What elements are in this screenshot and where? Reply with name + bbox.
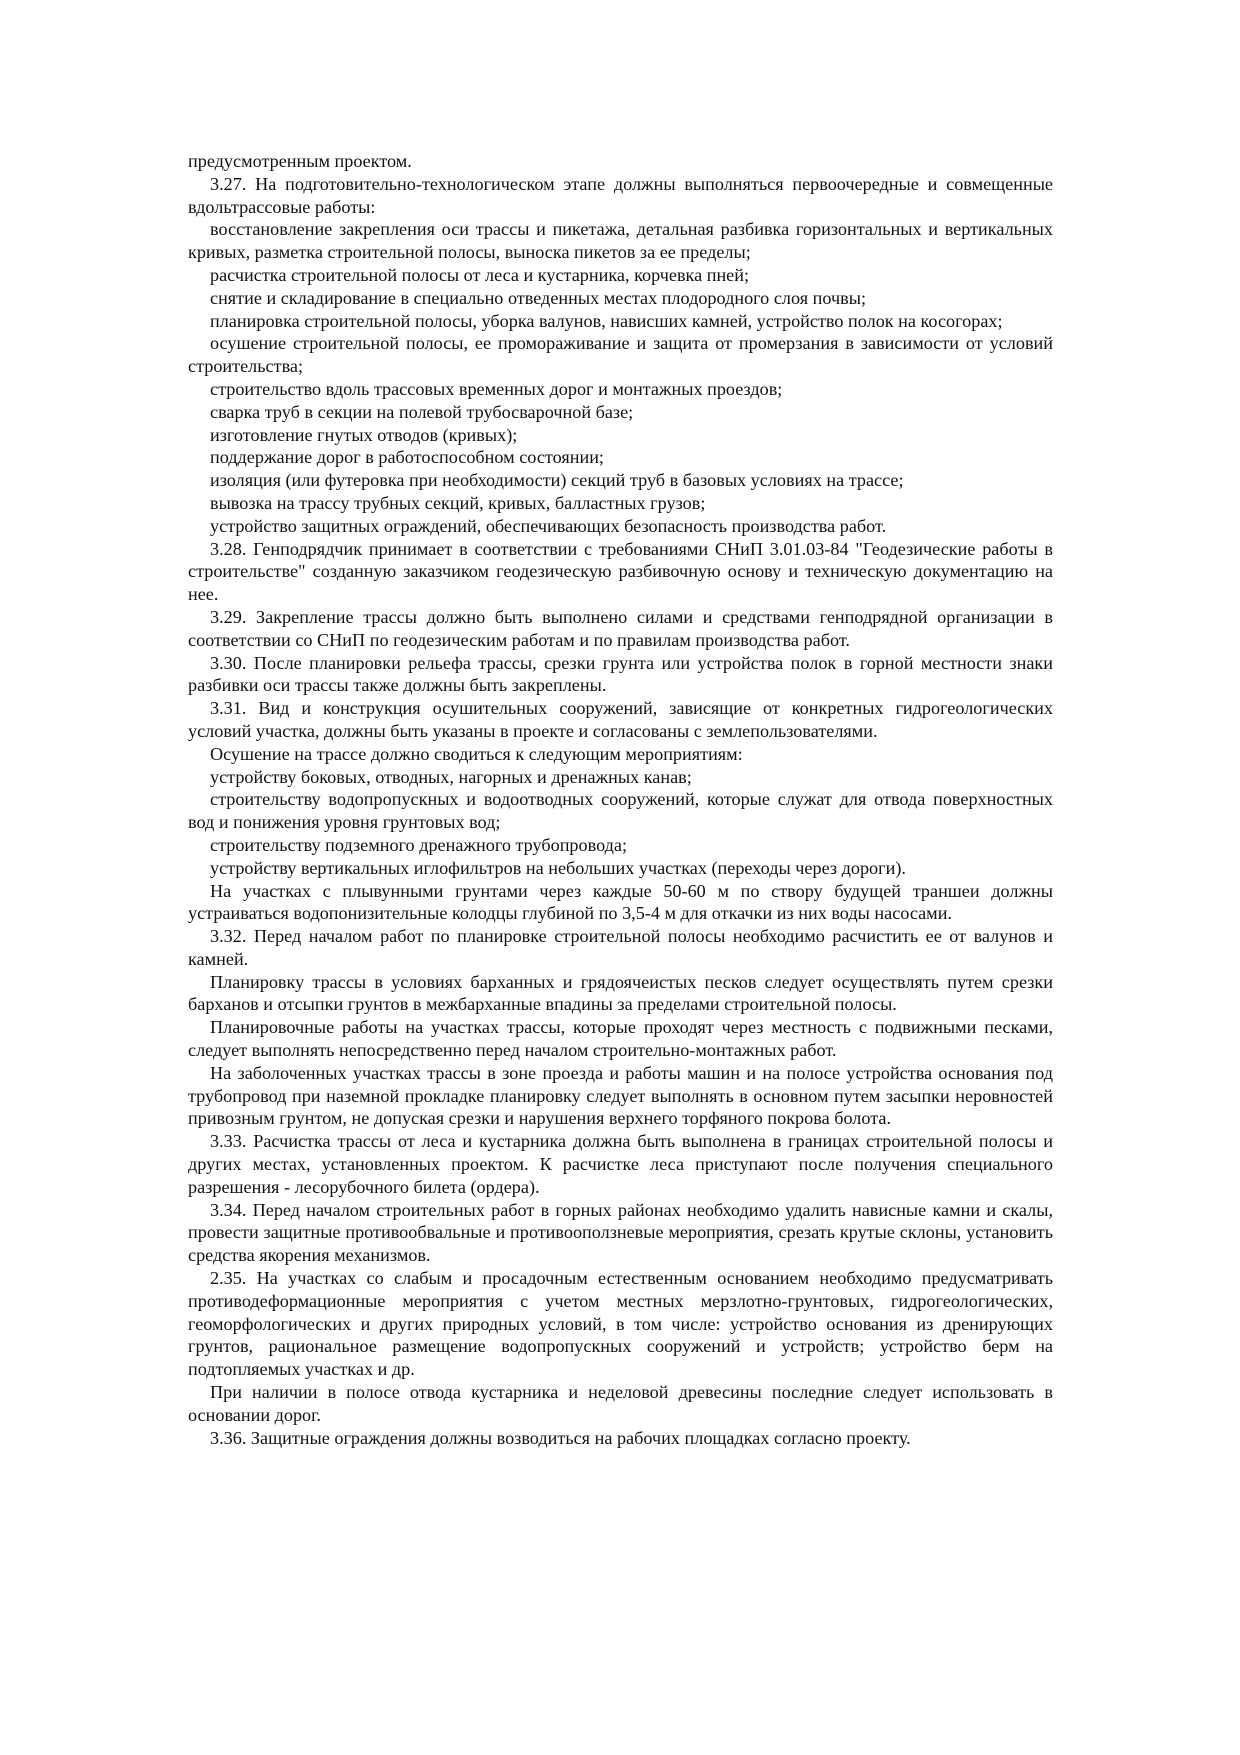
document-paragraph: вывозка на трассу трубных секций, кривых, балластных грузов; bbox=[210, 492, 706, 513]
document-paragraph: устройству боковых, отводных, нагорных и дренажных канав; bbox=[210, 766, 692, 787]
document-paragraph: строительству водопропускных и водоотводных сооружений, которые служат для отвода поверхностных вод и понижения уровня грунтовых вод; bbox=[188, 789, 1053, 833]
document-paragraph: 3.36. Защитные ограждения должны возводиться на рабочих площадках согласно проекту. bbox=[210, 1427, 911, 1448]
document-paragraph: Осушение на трассе должно сводиться к следующим мероприятиям: bbox=[210, 743, 743, 764]
document-paragraph: На участках с плывунными грунтами через каждые 50-60 м по створу будущей траншеи должны устраиваться водопонизительные колодцы глубиной по 3,5-4 м для откачки из них воды насосами. bbox=[188, 880, 1053, 924]
document-paragraph: При наличии в полосе отвода кустарника и неделовой древесины последние следует использовать в основании дорог. bbox=[188, 1382, 1053, 1425]
document-paragraph: 3.27. На подготовительно-технологическом этапе должны выполняться первоочередные и совмещенные вдольтрассовые работы: bbox=[188, 173, 1053, 217]
document-paragraph: поддержание дорог в работоспособном состоянии; bbox=[210, 447, 604, 468]
document-paragraph: 3.28. Генподрядчик принимает в соответствии с требованиями СНиП 3.01.03-84 "Геодезические работы в строительстве" созданную заказчиком геодезическую разбивочную основу и техническую документацию на нее. bbox=[188, 538, 1053, 605]
document-paragraph: 2.35. На участках со слабым и просадочным естественным основанием необходимо предусматривать противодеформационные мероприятия с учетом местных мерзлотно-грунтовых, гидрогеологических, геоморфологических и других природных условий, в том числе: устройство основания из дренирующих грунтов, рациональное размещение водопропускных сооружений и устройств; устройство берм на подтопляемых участках и др. bbox=[188, 1268, 1053, 1380]
document-paragraph: изготовление гнутых отводов (кривых); bbox=[210, 424, 518, 445]
document-paragraph: расчистка строительной полосы от леса и кустарника, корчевка пней; bbox=[210, 264, 750, 285]
document-paragraph: 3.33. Расчистка трассы от леса и кустарника должна быть выполнена в границах строительной полосы и других местах, установленных проектом. К расчистке леса приступают после получения специального разрешения - лесорубочного билета (ордера). bbox=[188, 1131, 1053, 1197]
document-paragraph: строительству подземного дренажного трубопровода; bbox=[210, 834, 628, 855]
document-paragraph: снятие и складирование в специально отведенных местах плодородного слоя почвы; bbox=[210, 287, 866, 308]
document-paragraph: устройству вертикальных иглофильтров на небольших участках (переходы через дороги). bbox=[210, 857, 906, 878]
document-paragraph: осушение строительной полосы, ее промораживание и защита от промерзания в зависимости от условий строительства; bbox=[188, 333, 1053, 377]
document-paragraph: планировка строительной полосы, уборка валунов, нависших камней, устройство полок на косогорах; bbox=[210, 310, 1003, 331]
document-paragraph: Планировку трассы в условиях барханных и грядоячеистых песков следует осуществлять путем срезки барханов и отсыпки грунтов в межбарханные впадины за пределами строительной полосы. bbox=[188, 971, 1053, 1015]
document-paragraph: строительство вдоль трассовых временных дорог и монтажных проездов; bbox=[210, 378, 783, 399]
document-paragraph: восстановление закрепления оси трассы и пикетажа, детальная разбивка горизонтальных и вертикальных кривых, разметка строительной полосы, выноска пикетов за ее пределы; bbox=[188, 219, 1053, 263]
document-paragraph: изоляция (или футеровка при необходимости) секций труб в базовых условиях на трассе; bbox=[210, 470, 904, 491]
document-paragraph: Планировочные работы на участках трассы, которые проходят через местность с подвижными песками, следует выполнять непосредственно перед началом строительно-монтажных работ. bbox=[188, 1017, 1053, 1061]
document-page bbox=[188, 150, 1053, 1449]
document-paragraph: 3.31. Вид и конструкция осушительных сооружений, зависящие от конкретных гидрогеологических условий участка, должны быть указаны в проекте и согласованы с землепользователями. bbox=[188, 698, 1053, 741]
document-paragraph: На заболоченных участках трассы в зоне проезда и работы машин и на полосе устройства основания под трубопровод при наземной прокладке планировку следует выполнять в основном путем засыпки неровностей привозным грунтом, не допуская срезки и нарушения верхнего торфяного покрова болота. bbox=[188, 1062, 1053, 1129]
document-paragraph: устройство защитных ограждений, обеспечивающих безопасность производства работ. bbox=[210, 515, 887, 536]
document-paragraph: 3.32. Перед началом работ по планировке строительной полосы необходимо расчистить ее от валунов и камней. bbox=[188, 926, 1053, 969]
document-paragraph: 3.29. Закрепление трассы должно быть выполнено силами и средствами генподрядной организации в соответствии со СНиП по геодезическим работам и по правилам производства работ. bbox=[188, 606, 1053, 650]
document-paragraph: сварка труб в секции на полевой трубосварочной базе; bbox=[210, 401, 634, 422]
document-paragraph: 3.30. После планировки рельефа трассы, срезки грунта или устройства полок в горной местности знаки разбивки оси трассы также должны быть закреплены. bbox=[188, 652, 1053, 696]
document-paragraph: 3.34. Перед началом строительных работ в горных районах необходимо удалить нависные камни и скалы, провести защитные противообвальные и противооползневые мероприятия, срезать крутые склоны, установить средства якорения механизмов. bbox=[188, 1199, 1053, 1266]
document-paragraph: предусмотренным проектом. bbox=[188, 151, 412, 171]
